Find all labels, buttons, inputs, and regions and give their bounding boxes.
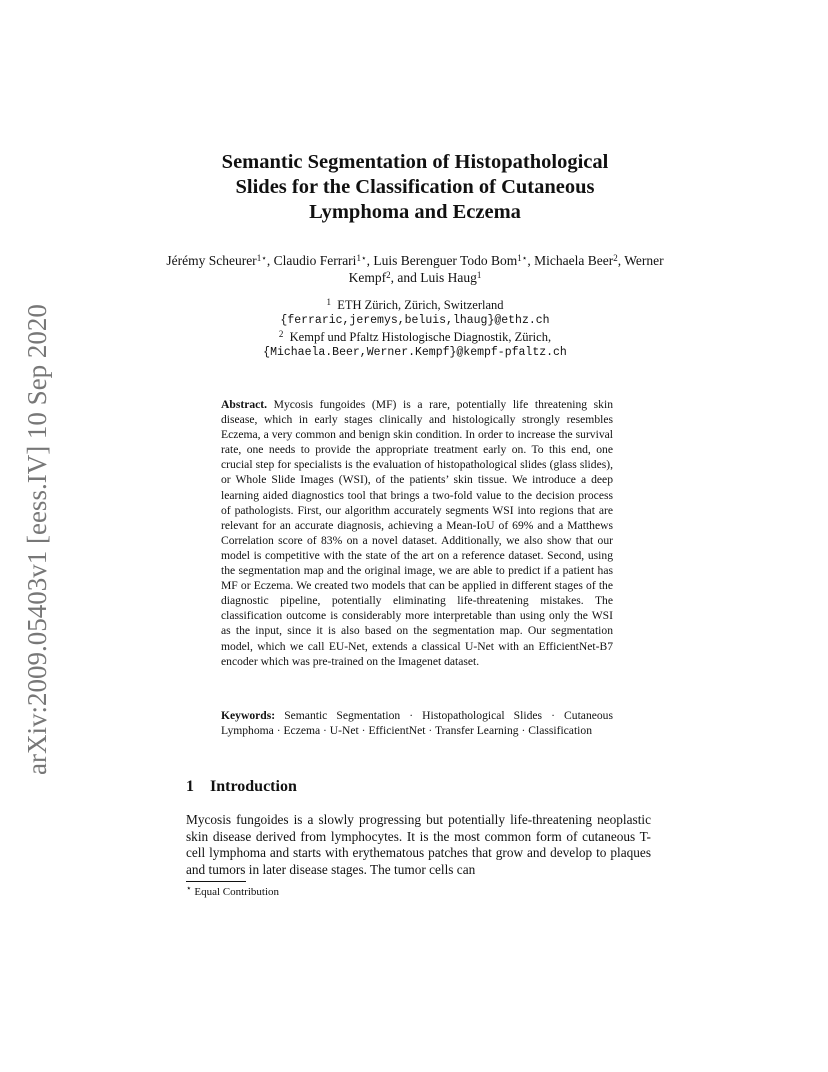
footnote-divider <box>186 881 246 882</box>
author-list <box>165 252 665 286</box>
affiliations <box>165 297 665 361</box>
title-line-1: Semantic Segmentation of Histopathological <box>221 151 609 173</box>
affiliation-1 <box>165 297 665 313</box>
affiliation-number: 1 <box>326 297 331 307</box>
author-name: , Claudio Ferrari <box>266 253 357 268</box>
keywords-text: Semantic Segmentation · Histopathological Slides · Cutaneous Lymphoma · Eczema · U-Net · EfficientNet · Transfer Learning · Classification <box>221 709 613 738</box>
keywords-label: Keywords: <box>221 709 276 722</box>
author-affil-mark: 2 <box>386 270 391 280</box>
author-name: , Luis Berenguer Todo Bom <box>366 253 518 268</box>
author-affil-mark: 1⋆ <box>517 253 528 263</box>
keywords <box>221 708 613 738</box>
footnote-text: Equal Contribution <box>194 886 280 898</box>
author-affil-mark: 1 <box>476 270 482 280</box>
section-number: 1 <box>186 778 194 795</box>
affiliation-2-email: {Michaela.Beer,Werner.Kempf}@kempf-pfaltz.ch <box>263 346 567 359</box>
footnote <box>186 883 646 898</box>
affiliation-2 <box>165 329 665 345</box>
affiliation-number: 2 <box>278 329 284 339</box>
affiliation-1-email: {ferraric,jeremys,beluis,lhaug}@ethz.ch <box>280 314 550 327</box>
title-line-2: Slides for the Classification of Cutaneous <box>235 176 595 198</box>
arxiv-side-stamp <box>14 285 54 785</box>
footnote-mark: ⋆ <box>186 883 192 893</box>
author-affil-mark: 1⋆ <box>256 253 267 263</box>
author-name: Jérémy Scheurer <box>166 253 257 268</box>
paper-title <box>150 150 680 225</box>
author-name: , and Luis Haug <box>390 270 477 285</box>
affiliation-name: ETH Zürich, Zürich, Switzerland <box>337 298 504 312</box>
intro-text: Mycosis fungoides is a slowly progressing but potentially life-threatening neoplastic skin disease derived from lymphocytes. It is the most common form of cutaneous T-cell lymphoma and starts with erythematous patches that grow and develop to plaques and tumors in later disease stages. The tumor cells can <box>186 812 651 877</box>
abstract-label: Abstract. <box>221 398 268 411</box>
section-title: Introduction <box>210 778 297 795</box>
author-name: , Michaela Beer <box>527 253 614 268</box>
arxiv-stamp-text: arXiv:2009.05403v1 [eess.IV] 10 Sep 2020 <box>22 304 52 775</box>
author-affil-mark: 2 <box>613 253 618 263</box>
affiliation-name: Kempf und Pfaltz Histologische Diagnostik, Zürich, <box>289 330 552 344</box>
abstract-text: Mycosis fungoides (MF) is a rare, potentially life threatening skin disease, which in early stages clinically and histologically strongly resembles Eczema, a very common and benign skin condition. In order to increase the survival rate, one needs to provide the appropriate treatment early on. To this end, one crucial step for specialists is the evaluation of histopathological slides (glass slides), or Whole Slide Images (WSI), of the patients’ skin tissue. We introduce a deep learning aided diagnostics tool that brings a two-fold value to the decision process of pathologists. First, our algorithm accurately segments WSI into regions that are relevant for an accurate diagnosis, achieving a Mean-IoU of 69% and a Matthews Correlation score of 83% on a novel dataset. Additionally, we also show that our model is competitive with the state of the art on a reference dataset. Second, using the segmentation map and the original image, we are able to predict if a patient has MF or Eczema. We created two models that can be applied in different stages of the diagnostic pipeline, potentially eliminating life-threatening mistakes. The classification outcome is considerably more interpretable than using only the WSI as the input, since it is also based on the segmentation map. Our segmentation model, which we call EU-Net, extends a classical U-Net with an EfficientNet-B7 encoder which was pre-trained on the Imagenet dataset. <box>221 398 613 668</box>
author-name: , Werner Kempf <box>348 253 664 285</box>
arxiv-stamp-graphic <box>14 285 54 785</box>
intro-paragraph <box>186 812 651 878</box>
abstract <box>221 397 613 669</box>
section-heading <box>186 778 646 796</box>
title-line-3: Lymphoma and Eczema <box>309 201 521 223</box>
author-affil-mark: 1⋆ <box>356 253 367 263</box>
